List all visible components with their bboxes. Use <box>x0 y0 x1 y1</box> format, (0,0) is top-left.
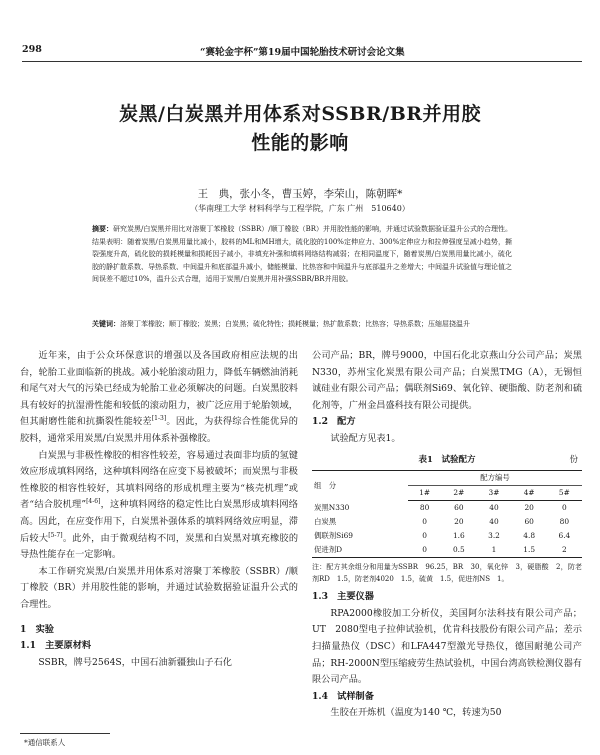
intro-paragraph-1: 近年来，由于公众环保意识的增强以及各国政府相应法规的出台，轮胎工业面临新的挑战。减小轮胎滚动阻力，降低车辆燃油消耗和尾气对大气的污染已经成为轮胎工业必须解决的问题。白炭黑胶料具有较好的抗湿滑性能和较低的滚动阻力，被广泛应用于轮胎领域，但其耐磨性能和抗撕裂性能较差[1-3]。因此，为获得综合性能优异的胶料，通常采用炭黑/白炭黑并用体系补强橡胶。 <box>20 350 298 444</box>
formula-table <box>312 470 582 558</box>
formula-num: 1# <box>408 486 441 501</box>
table-header-formula-no: 配方编号 <box>408 471 582 486</box>
table-row: 白炭黑 0 20 40 60 80 <box>314 517 570 527</box>
formula-num: 5# <box>547 486 582 501</box>
section-heading-instruments: 1.3 主要仪器 <box>312 591 374 603</box>
intro-paragraph-2: 白炭黑与非极性橡胶的相容性较差，容易通过表面非均质的氢键效应形成填料网络，这种填料网络在应变下易被破坏；而炭黑与非极性橡胶的相容性较好，其填料网络的形成机理主要为“核壳机理”或者“结合胶机理”[4-6]，这种填料网络的稳定性比白炭黑形成填料网络高。因此，在应变作用下，白炭黑补强体系的填料网络效应明显，滞后较大[5-7]。此外，由于微观结构不同，炭黑和白炭黑对填充橡胶的导热性能存在一定影响。 <box>20 449 298 561</box>
sample-prep-paragraph: 生胶在开炼机（温度为140 ℃，转速为50 <box>330 707 502 719</box>
formula-num: 2# <box>441 486 476 501</box>
table-caption: 表1 试验配方 份 <box>312 452 582 469</box>
citation: [1-3] <box>151 415 167 423</box>
left-column <box>20 348 298 671</box>
table-note: 注：配方其余组分和用量为SSBR 96.25，BR 30，氧化锌 3，硬脂酸 2，防老剂RD 1.5，防老剂4020 1.5，硫黄 1.5，促进剂NS 1。 <box>312 563 582 584</box>
abstract <box>92 223 512 286</box>
keywords-label: 关键词： <box>92 319 120 328</box>
running-title: “赛轮金宇杯”第19届中国轮胎技术研讨会论文集 <box>200 47 405 58</box>
paper-title-line2: 性能的影响 <box>251 132 349 154</box>
footnote-rule <box>20 733 110 734</box>
authors: 王 典，张小冬，曹玉婷，李荣山，陈朝晖* <box>197 188 403 200</box>
formula-intro: 试验配方见表1。 <box>330 432 401 444</box>
materials-paragraph-start: SSBR，牌号2564S，中国石油新疆独山子石化 <box>38 656 232 668</box>
affiliation: （华南理工大学 材料科学与工程学院，广东 广州 510640） <box>190 204 410 213</box>
section-heading-sample-prep: 1.4 试样制备 <box>312 690 374 702</box>
keywords <box>92 318 512 330</box>
table-header-component: 组 分 <box>312 471 408 501</box>
intro-paragraph-3: 本工作研究炭黑/白炭黑并用体系对溶聚丁苯橡胶（SSBR）/顺丁橡胶（BR）并用胶性能的影响，并通过试验数据验证温升公式的合理性。 <box>20 565 298 610</box>
formula-num: 4# <box>512 486 547 501</box>
table-row: 偶联剂Si69 0 1.6 3.2 4.8 6.4 <box>314 531 571 541</box>
table-row: 促进剂D 0 0.5 1 1.5 2 <box>312 543 582 558</box>
section-heading-experiment: 1 实验 <box>20 623 54 635</box>
footnote: *通信联系人 <box>24 738 66 747</box>
keywords-text: 溶聚丁苯橡胶；顺丁橡胶；炭黑；白炭黑；硫化特性；损耗模量；热扩散系数；比热容；导热系数；压缩屈挠温升 <box>120 320 470 328</box>
citation: [4-6] <box>86 498 101 506</box>
citation: [5-7] <box>48 531 63 539</box>
abstract-label: 摘要： <box>92 224 113 233</box>
materials-paragraph-cont: 公司产品；BR，牌号9000，中国石化北京燕山分公司产品；炭黑N330，苏州宝化炭黑有限公司产品；白炭黑TMG（A），无锡恒诚硅业有限公司产品；偶联剂Si69、氧化锌、硬脂酸、防老剂和硫化剂等，广州金昌盛科技有限公司提供。 <box>312 350 582 411</box>
instruments-paragraph: RPA2000橡胶加工分析仪，美国阿尔法科技有限公司产品；UT 2080型电子拉伸试验机，优肯科技股份有限公司产品；差示扫描量热仪（DSC）和LFA447型激光导热仪，德国耐驰公司产品；RH-2000N型压缩疲劳生热试验机，中国台湾高铁检测仪器有限公司产品。 <box>312 607 582 686</box>
section-heading-formula: 1.2 配方 <box>312 416 356 428</box>
paper-title-line1: 炭黑/白炭黑并用体系对SSBR/BR并用胶 <box>118 103 482 125</box>
right-column <box>312 348 582 722</box>
table-row: 炭黑N330 80 60 40 20 0 <box>314 502 567 513</box>
page-number: 298 <box>22 44 42 55</box>
table-unit: 份 <box>569 454 578 465</box>
abstract-text: 研究炭黑/白炭黑并用比对溶聚丁苯橡胶（SSBR）/顺丁橡胶（BR）并用胶性能的影响，并通过试验数据验证温升公式的合理性。结果表明：随着炭黑/白炭黑用量比减小，胶料的ML和MH增大，硫化胶的100%定伸应力、300%定伸应力和拉伸强度呈减小趋势，撕裂强度升高，硫化胶的损耗模量和损耗因子减小，非填充补强和填料网络结构减弱；在相同温度下，随着炭黑/白炭黑用量比减小，硫化胶的静扩散系数、导热系数、中间温升和底部温升减小，储能模量、比热容和中间温升与底部温升之差增大；中间温升试验值与理论值之间误差不超过10%，温升公式合理，适用于炭黑/白炭黑并用补强SSBR/BR并用胶。 <box>92 225 513 284</box>
formula-num: 3# <box>476 486 511 501</box>
section-heading-materials: 1.1 主要原材料 <box>20 640 92 652</box>
header-rule <box>22 61 582 62</box>
